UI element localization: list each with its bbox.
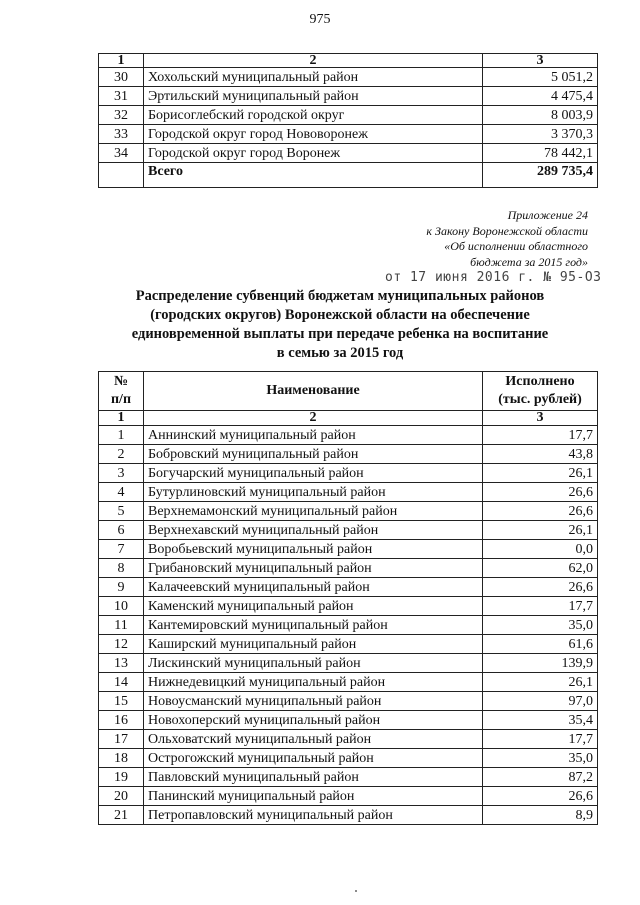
table-row bbox=[99, 87, 598, 106]
row-name: Нижнедевицкий муниципальный район bbox=[144, 673, 483, 692]
row-number: 3 bbox=[99, 464, 144, 483]
row-name: Панинский муниципальный район bbox=[144, 787, 483, 806]
table-row bbox=[99, 768, 598, 787]
table-top-header-cell: 3 bbox=[483, 54, 598, 68]
row-value: 26,1 bbox=[483, 521, 598, 540]
table-main-header-row bbox=[99, 372, 598, 411]
table-row bbox=[99, 616, 598, 635]
row-value: 5 051,2 bbox=[483, 68, 598, 87]
row-value: 17,7 bbox=[483, 730, 598, 749]
table-row bbox=[99, 635, 598, 654]
row-name: Борисоглебский городской округ bbox=[144, 106, 483, 125]
row-value: 35,4 bbox=[483, 711, 598, 730]
table-row bbox=[99, 559, 598, 578]
row-value: 35,0 bbox=[483, 616, 598, 635]
column-number: 2 bbox=[144, 411, 483, 426]
header-value-line: Исполнено bbox=[505, 374, 575, 389]
row-value: 3 370,3 bbox=[483, 125, 598, 144]
document-title bbox=[110, 287, 570, 363]
table-row bbox=[99, 806, 598, 825]
row-number: 7 bbox=[99, 540, 144, 559]
table-row bbox=[99, 578, 598, 597]
row-value: 26,6 bbox=[483, 787, 598, 806]
row-name: Грибановский муниципальный район bbox=[144, 559, 483, 578]
row-value: 139,9 bbox=[483, 654, 598, 673]
title-line: в семью за 2015 год bbox=[276, 345, 404, 361]
row-number: 19 bbox=[99, 768, 144, 787]
row-name: Городской округ город Нововоронеж bbox=[144, 125, 483, 144]
table-row bbox=[99, 464, 598, 483]
table-row bbox=[99, 711, 598, 730]
title-line: Распределение субвенций бюджетам муниципальных районов bbox=[135, 288, 545, 304]
table-row bbox=[99, 426, 598, 445]
row-name: Воробьевский муниципальный район bbox=[144, 540, 483, 559]
row-number: 17 bbox=[99, 730, 144, 749]
row-name: Эртильский муниципальный район bbox=[144, 87, 483, 106]
date-stamp: от 17 июня 2016 г. № 95-ОЗ bbox=[385, 270, 602, 285]
column-number: 1 bbox=[99, 411, 144, 426]
row-number: 20 bbox=[99, 787, 144, 806]
row-number: 12 bbox=[99, 635, 144, 654]
row-value: 97,0 bbox=[483, 692, 598, 711]
table-row bbox=[99, 502, 598, 521]
row-number: 5 bbox=[99, 502, 144, 521]
table-row bbox=[99, 692, 598, 711]
appendix-line: Приложение 24 bbox=[507, 208, 588, 222]
row-number: 32 bbox=[99, 106, 144, 125]
row-number: 15 bbox=[99, 692, 144, 711]
row-number: 14 bbox=[99, 673, 144, 692]
table-row bbox=[99, 68, 598, 87]
row-name: Калачеевский муниципальный район bbox=[144, 578, 483, 597]
table-main bbox=[98, 371, 598, 825]
appendix-line: бюджета за 2015 год» bbox=[470, 254, 588, 269]
row-name: Верхнемамонский муниципальный район bbox=[144, 502, 483, 521]
row-number: 9 bbox=[99, 578, 144, 597]
row-name: Бутурлиновский муниципальный район bbox=[144, 483, 483, 502]
row-value: 26,6 bbox=[483, 578, 598, 597]
row-number: 8 bbox=[99, 559, 144, 578]
row-name: Новохоперский муниципальный район bbox=[144, 711, 483, 730]
table-top-header-row bbox=[99, 54, 598, 68]
row-value: 0,0 bbox=[483, 540, 598, 559]
row-value: 62,0 bbox=[483, 559, 598, 578]
row-name: Хохольский муниципальный район bbox=[144, 68, 483, 87]
row-number: 13 bbox=[99, 654, 144, 673]
row-name: Петропавловский муниципальный район bbox=[144, 806, 483, 825]
table-row bbox=[99, 540, 598, 559]
header-number-line: № bbox=[113, 374, 129, 389]
table-row bbox=[99, 730, 598, 749]
row-name: Каменский муниципальный район bbox=[144, 597, 483, 616]
column-number: 3 bbox=[483, 411, 598, 426]
row-number: 30 bbox=[99, 68, 144, 87]
table-row bbox=[99, 787, 598, 806]
row-number: 11 bbox=[99, 616, 144, 635]
row-name: Верхнехавский муниципальный район bbox=[144, 521, 483, 540]
row-number: 4 bbox=[99, 483, 144, 502]
header-value bbox=[483, 372, 598, 411]
row-number: 31 bbox=[99, 87, 144, 106]
row-name: Каширский муниципальный район bbox=[144, 635, 483, 654]
header-number-line: п/п bbox=[110, 392, 132, 407]
row-value: 78 442,1 bbox=[483, 144, 598, 163]
row-number: 1 bbox=[99, 426, 144, 445]
row-value: 35,0 bbox=[483, 749, 598, 768]
table-main-body bbox=[99, 426, 598, 825]
table-top-header-cell: 1 bbox=[99, 54, 144, 68]
row-value: 26,1 bbox=[483, 464, 598, 483]
row-value: 26,1 bbox=[483, 673, 598, 692]
row-number: 6 bbox=[99, 521, 144, 540]
table-row bbox=[99, 125, 598, 144]
table-row bbox=[99, 673, 598, 692]
appendix-note bbox=[426, 208, 588, 270]
row-number: 2 bbox=[99, 445, 144, 464]
row-name: Лискинский муниципальный район bbox=[144, 654, 483, 673]
row-name: Новоусманский муниципальный район bbox=[144, 692, 483, 711]
row-name: Острогожский муниципальный район bbox=[144, 749, 483, 768]
row-name: Кантемировский муниципальный район bbox=[144, 616, 483, 635]
column-number-row bbox=[99, 411, 598, 426]
table-top bbox=[98, 53, 598, 188]
row-value: 8 003,9 bbox=[483, 106, 598, 125]
row-number: 18 bbox=[99, 749, 144, 768]
row-value: 8,9 bbox=[483, 806, 598, 825]
scan-dot bbox=[355, 890, 357, 892]
row-number: 33 bbox=[99, 125, 144, 144]
row-number: 34 bbox=[99, 144, 144, 163]
total-row bbox=[99, 163, 598, 188]
table-row bbox=[99, 654, 598, 673]
table-row bbox=[99, 144, 598, 163]
table-row bbox=[99, 483, 598, 502]
total-label: Всего bbox=[144, 163, 483, 188]
header-value-line: (тыс. рублей) bbox=[498, 392, 582, 407]
title-line: единовременной выплаты при передаче ребенка на воспитание bbox=[131, 326, 549, 342]
table-row bbox=[99, 106, 598, 125]
appendix-line: к Закону Воронежской области bbox=[426, 223, 588, 238]
row-number: 10 bbox=[99, 597, 144, 616]
row-value: 87,2 bbox=[483, 768, 598, 787]
header-name: Наименование bbox=[144, 372, 483, 411]
row-name: Богучарский муниципальный район bbox=[144, 464, 483, 483]
row-name: Ольховатский муниципальный район bbox=[144, 730, 483, 749]
table-top-header-cell: 2 bbox=[144, 54, 483, 68]
row-value: 4 475,4 bbox=[483, 87, 598, 106]
header-number bbox=[99, 372, 144, 411]
row-value: 17,7 bbox=[483, 426, 598, 445]
row-number: 21 bbox=[99, 806, 144, 825]
row-name: Аннинский муниципальный район bbox=[144, 426, 483, 445]
row-value: 17,7 bbox=[483, 597, 598, 616]
row-value: 61,6 bbox=[483, 635, 598, 654]
table-row bbox=[99, 597, 598, 616]
title-line: (городских округов) Воронежской области на обеспечение bbox=[150, 307, 530, 323]
row-name: Бобровский муниципальный район bbox=[144, 445, 483, 464]
appendix-line: «Об исполнении областного bbox=[444, 239, 588, 253]
total-value: 289 735,4 bbox=[483, 163, 598, 188]
table-row bbox=[99, 521, 598, 540]
total-row-number bbox=[99, 163, 144, 188]
row-value: 43,8 bbox=[483, 445, 598, 464]
row-name: Павловский муниципальный район bbox=[144, 768, 483, 787]
row-name: Городской округ город Воронеж bbox=[144, 144, 483, 163]
page-number: 975 bbox=[309, 12, 331, 27]
row-number: 16 bbox=[99, 711, 144, 730]
table-row bbox=[99, 445, 598, 464]
row-value: 26,6 bbox=[483, 502, 598, 521]
row-value: 26,6 bbox=[483, 483, 598, 502]
table-row bbox=[99, 749, 598, 768]
